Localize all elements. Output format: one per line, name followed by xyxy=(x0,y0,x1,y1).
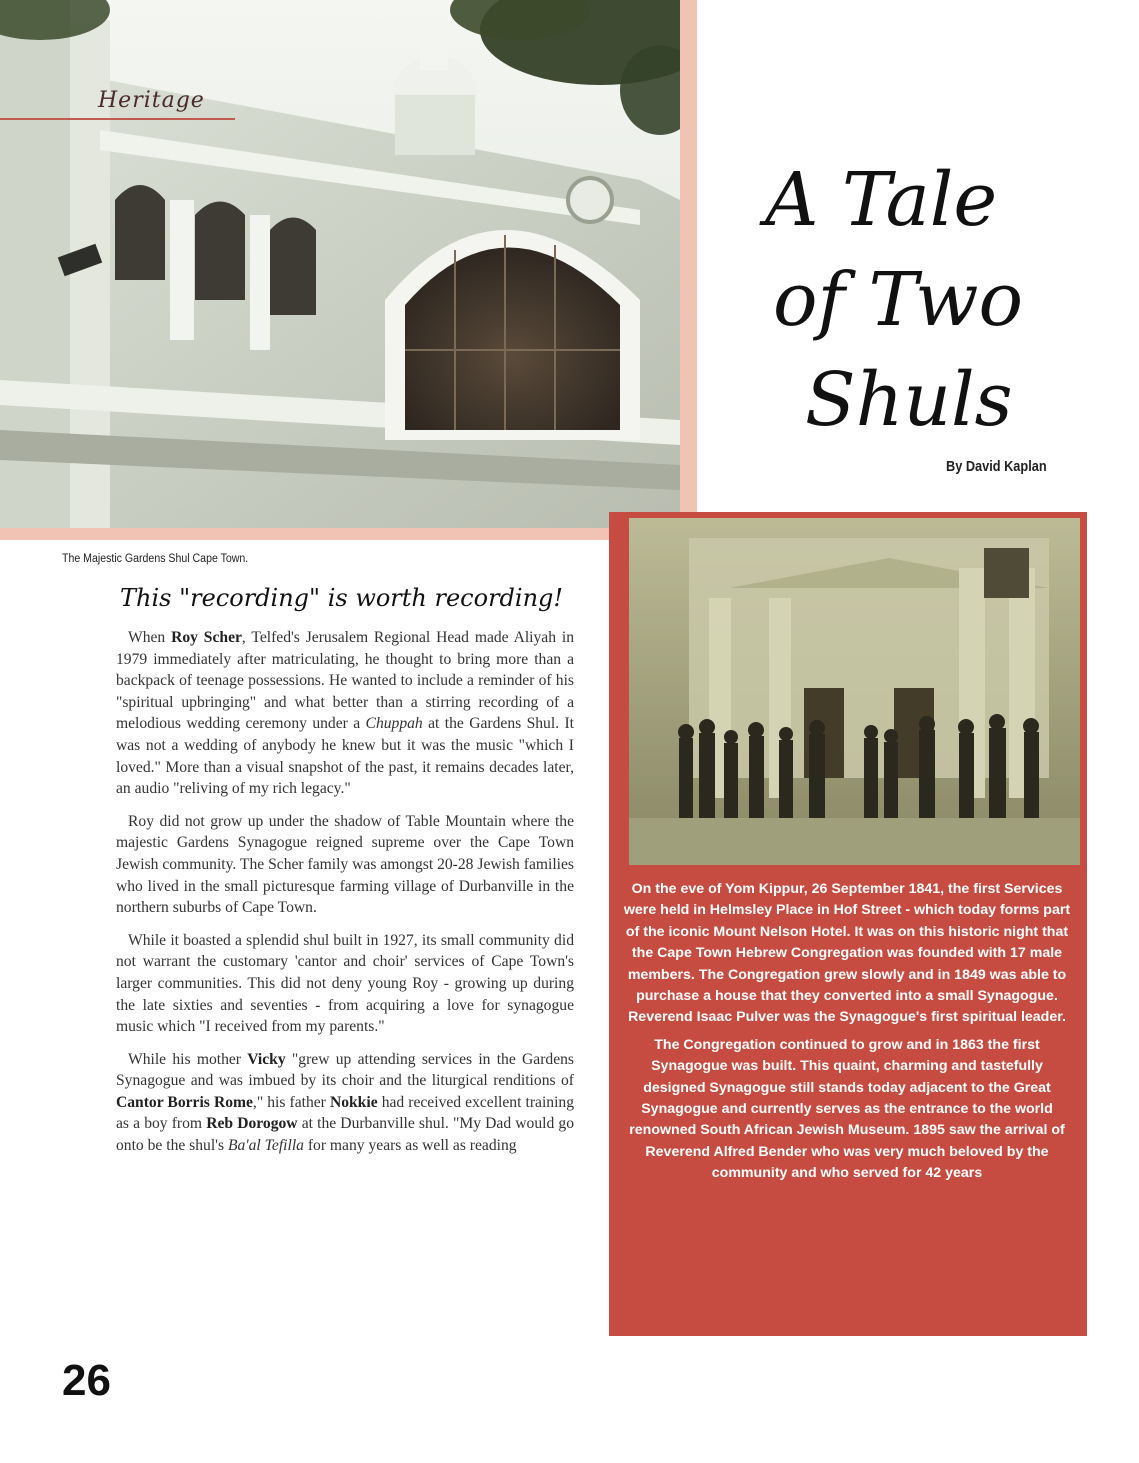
article-body xyxy=(116,627,574,1168)
text-run: at the Durbanville shul. "My Dad would go onto be the shul's xyxy=(116,1115,574,1155)
byline: By David Kaplan xyxy=(946,458,1047,475)
gardens-shul-photo xyxy=(0,0,680,528)
text-run: While his mother xyxy=(128,1050,248,1068)
page-number: 26 xyxy=(62,1356,111,1405)
sidebar-paragraph-2: The Congregation continued to grow and in 1863 the first Synagogue was built. This quaint, charming and tastefully designed Synagogue still stands today adjacent to the Great Synagogue and currently serves as the entrance to the world renowned South African Jewish Museum. 1895 saw the arrival of Reverend Alfred Bender who was very much beloved by the community and who served for 42 years xyxy=(629,1036,1065,1182)
person-name: Vicky xyxy=(247,1050,286,1068)
historic-synagogue-illustration xyxy=(629,518,1080,865)
text-run: , Telfed's Jerusalem Regional Head made Aliyah in 1979 immediately after matriculating, he thought to bring more than a backpack of teenage possessions. He wanted to include a reminder of his "spiritual upbringing" and what better than a stirring recording of a melodious wedding ceremony under a xyxy=(116,629,574,733)
text-run: at the Gardens Shul. It was not a wedding of anybody he knew but it was the music "which I loved." More than a visual snapshot of the past, it remains decades later, an audio "reliving of my rich legacy." xyxy=(116,715,574,798)
article-paragraph-4 xyxy=(116,1049,574,1157)
person-name: Nokkie xyxy=(329,1093,378,1111)
text-run: When xyxy=(128,629,172,646)
text-run: had received excellent training as a boy from xyxy=(116,1093,574,1133)
article-title xyxy=(765,150,1095,450)
person-name: Roy Scher xyxy=(171,629,242,646)
text-run: "grew up attending services in the Gardens Synagogue and was imbued by its choir and the liturgical renditions of xyxy=(116,1050,574,1090)
article-paragraph-3: While it boasted a splendid shul built in 1927, its small community did not warrant the customary 'cantor and choir' services of Cape Town's larger communities. This did not deny young Roy - growing up during the late sixties and seventies - from acquiring a love for synagogue music which "I received from my parents." xyxy=(116,931,574,1036)
title-line-2: of Two xyxy=(773,257,1024,343)
italic-term: Ba'al Tefilla xyxy=(227,1137,304,1155)
historic-synagogue-photo xyxy=(629,518,1080,865)
text-run: for many years as well as reading xyxy=(303,1137,517,1155)
person-name: Cantor Borris Rome xyxy=(116,1093,253,1111)
text-run: ," his father xyxy=(252,1093,330,1111)
section-label: Heritage xyxy=(98,88,205,113)
article-paragraph-2: Roy did not grow up under the shadow of Table Mountain where the majestic Gardens Synagogue reigned supreme over the Cape Town Jewish community. The Scher family was amongst 20-28 Jewish families who lived in the small picturesque farming village of Durbanville in the northern suburbs of Cape Town. xyxy=(116,812,574,917)
italic-term: Chuppah xyxy=(365,715,423,733)
sidebar-paragraph-1: On the eve of Yom Kippur, 26 September 1841, the first Services were held in Helmsley Place in Hof Street - which today forms part of the iconic Mount Nelson Hotel. It was on this historic night that the Cape Town Hebrew Congregation was founded with 17 male members. The Congregation grew slowly and in 1849 was able to purchase a house that they converted into a small Synagogue. Reverend Isaac Pulver was the Synagogue's first spiritual leader. xyxy=(623,881,1071,1026)
photo-caption: The Majestic Gardens Shul Cape Town. xyxy=(62,553,249,565)
article-subhead: This "recording" is worth recording! xyxy=(120,584,564,612)
gardens-shul-illustration xyxy=(0,0,680,528)
article-paragraph-1 xyxy=(116,627,574,800)
title-line-1: A Tale xyxy=(765,157,998,243)
section-rule xyxy=(0,118,235,120)
sidebar-text xyxy=(622,879,1072,1191)
title-line-3: Shuls xyxy=(805,357,1013,443)
person-name: Reb Dorogow xyxy=(206,1115,298,1133)
